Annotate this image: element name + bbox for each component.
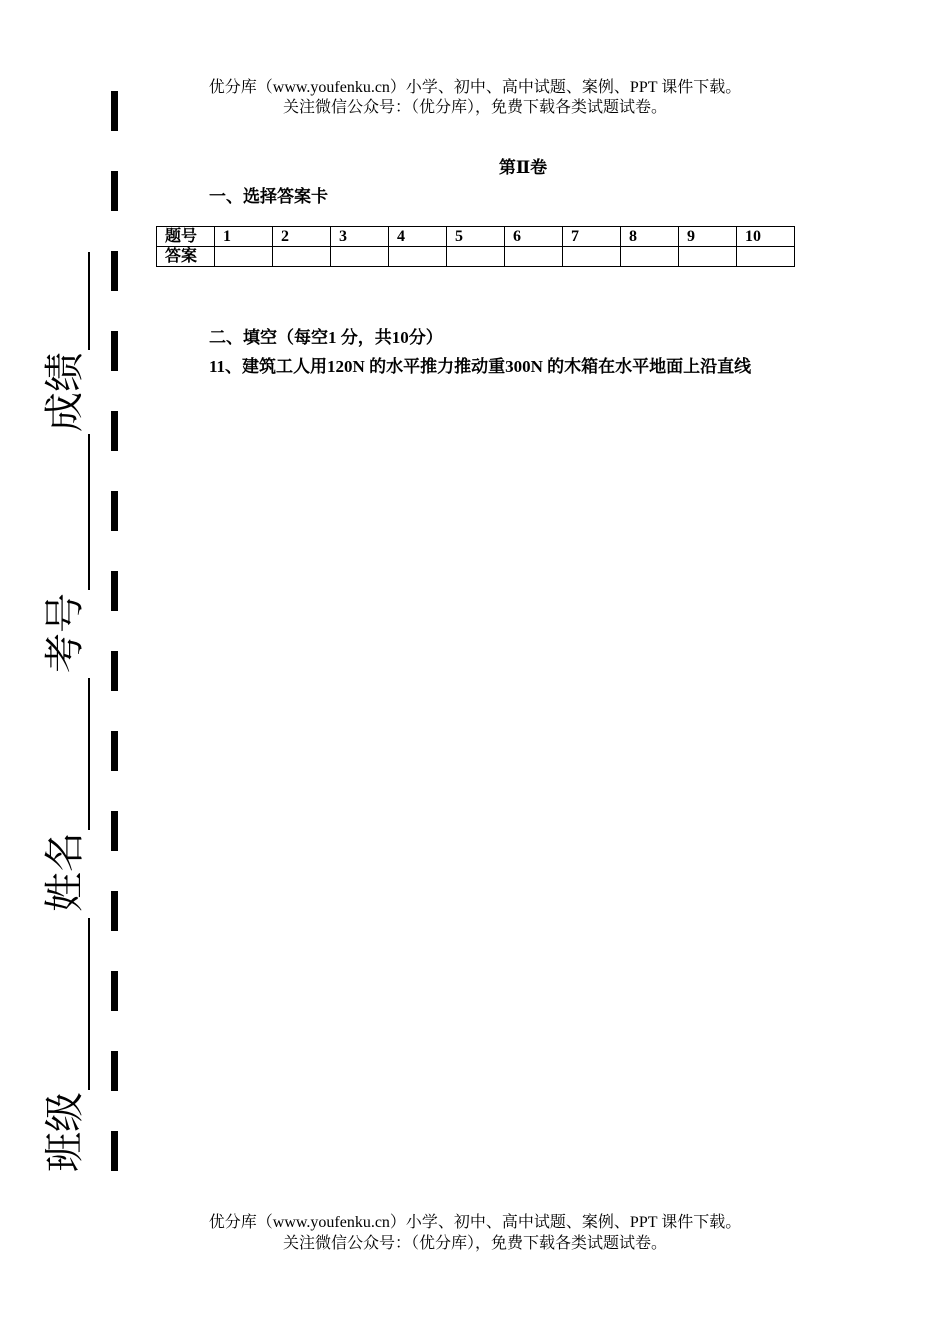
answer-cell[interactable] — [563, 247, 621, 267]
question-number-cell: 8 — [621, 227, 679, 247]
part1-heading: 一、选择答案卡 — [209, 187, 328, 206]
footer-line-1: 优分库（www.youfenku.cn）小学、初中、高中试题、案例、PPT 课件下载。 — [208, 1214, 742, 1231]
part2-heading: 二、填空（每空1 分，共10分） — [209, 328, 443, 347]
exam-number-label: 考号 — [42, 593, 88, 673]
binding-line-dash — [111, 811, 118, 851]
binding-line-dash — [111, 171, 118, 211]
answer-cell[interactable] — [331, 247, 389, 267]
binding-line-dash — [111, 651, 118, 691]
answer-cell[interactable] — [737, 247, 795, 267]
class-label: 班级 — [42, 1092, 88, 1172]
answer-cell[interactable] — [621, 247, 679, 267]
exam-no-fill-line[interactable] — [88, 434, 90, 590]
binding-line-dash — [111, 891, 118, 931]
question-number-cell: 9 — [679, 227, 737, 247]
binding-line-dash — [111, 1131, 118, 1171]
binding-line-dash — [111, 971, 118, 1011]
question-number-cell: 2 — [273, 227, 331, 247]
question-number-cell: 10 — [737, 227, 795, 247]
name-fill-line[interactable] — [88, 678, 90, 830]
header-line-2: 关注微信公众号：（优分库），免费下载各类试题试卷。 — [282, 99, 667, 116]
table-row-answers — [157, 247, 795, 267]
answer-cell[interactable] — [447, 247, 505, 267]
question-number-cell: 7 — [563, 227, 621, 247]
question-number-cell: 5 — [447, 227, 505, 247]
binding-line-dash — [111, 331, 118, 371]
question-number-cell: 3 — [331, 227, 389, 247]
answer-card-table — [156, 226, 795, 267]
section-title: 第Ⅱ卷 — [498, 158, 548, 177]
question-number-cell: 4 — [389, 227, 447, 247]
answer-cell[interactable] — [389, 247, 447, 267]
binding-line-dash — [111, 251, 118, 291]
question-11: 11、建筑工人用120N 的水平推力推动重300N 的木箱在水平地面上沿直线 — [209, 357, 752, 376]
answer-cell[interactable] — [679, 247, 737, 267]
question-number-cell: 1 — [215, 227, 273, 247]
row-label-number: 题号 — [157, 227, 215, 247]
answer-cell[interactable] — [273, 247, 331, 267]
binding-line-dash — [111, 571, 118, 611]
header-line-1: 优分库（www.youfenku.cn）小学、初中、高中试题、案例、PPT 课件下载。 — [208, 79, 742, 96]
class-fill-line[interactable] — [88, 918, 90, 1090]
name-label: 姓名 — [42, 832, 88, 912]
binding-line-dash — [111, 731, 118, 771]
table-row-numbers — [157, 227, 795, 247]
binding-line-dash — [111, 411, 118, 451]
answer-cell[interactable] — [505, 247, 563, 267]
question-number-cell: 6 — [505, 227, 563, 247]
footer-line-2: 关注微信公众号：（优分库），免费下载各类试题试卷。 — [282, 1235, 667, 1252]
binding-line-dash — [111, 1051, 118, 1091]
answer-cell[interactable] — [215, 247, 273, 267]
row-label-answer: 答案 — [157, 247, 215, 267]
score-fill-line[interactable] — [88, 252, 90, 350]
binding-line-dash — [111, 91, 118, 131]
score-label: 成绩 — [42, 352, 88, 432]
binding-line-dash — [111, 491, 118, 531]
